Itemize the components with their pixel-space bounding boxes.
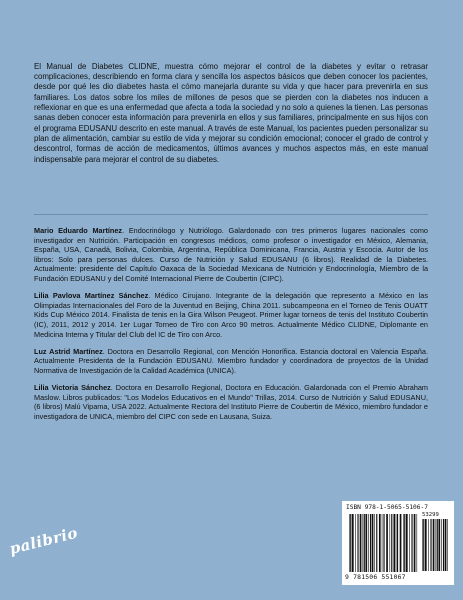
barcode-bar bbox=[391, 514, 392, 572]
barcode-bar bbox=[357, 514, 358, 572]
barcode-bar bbox=[370, 514, 371, 572]
barcode-bar bbox=[396, 514, 397, 572]
author-bio bbox=[34, 347, 428, 376]
barcode-bar bbox=[390, 514, 391, 572]
barcode-bar bbox=[441, 519, 442, 571]
barcode-bar bbox=[422, 519, 423, 571]
author-bio bbox=[34, 291, 428, 339]
barcode-bar bbox=[438, 519, 440, 571]
barcode-bar bbox=[355, 514, 356, 572]
author-name: Lilia Victoria Sánchez bbox=[34, 383, 111, 393]
barcode-bar bbox=[411, 514, 412, 572]
barcode-bar bbox=[428, 519, 429, 571]
barcode-bar bbox=[403, 514, 404, 572]
barcode-bar bbox=[425, 519, 427, 571]
barcode-bar bbox=[414, 514, 416, 572]
author-bio bbox=[34, 226, 428, 284]
barcode-bar bbox=[443, 519, 444, 571]
barcode-bar bbox=[447, 519, 448, 571]
barcode-bars bbox=[349, 514, 419, 572]
barcode-bar bbox=[423, 519, 424, 571]
barcode-bar bbox=[365, 514, 367, 572]
barcode-bar bbox=[406, 514, 408, 572]
isbn-ean-digits: 9 781506 551067 bbox=[345, 573, 406, 581]
book-description: El Manual de Diabetes CLIDNE, muestra cómo mejorar el control de la diabetes y evitar o retrasar complicaciones, describiendo en forma clara y sencilla los aspectos básicos que deben conocer los pacientes, desde por qué les dio diabetes hasta el cómo manejarla durante su vida y que hacer para prevenirla en sus familiares. Los datos sobre los miles de millones de pesos que se pierden con la diabetes nos inducen a reflexionar en que es una enfermedad que afecta a toda la sociedad y no solo a quienes la tienen. Las personas sanas deben conocer esta información para prevenirla en ellos y sus familiares, principalmente en sus hijos con el programa EDUSANU descrito en este manual. A través de este Manual, los pacientes pueden personalizar su plan de alimentación, cambiar su estilo de vida y mejorar su condición emocional; conocer el grado de control y descontrol, formas de acción de medicamentos, últimos avances y muchos aspectos más, en este manual indispensable para mejorar el control de su diabetes. bbox=[34, 61, 428, 164]
barcode-bar bbox=[352, 514, 354, 572]
barcode-bar bbox=[383, 514, 384, 572]
barcode-bar bbox=[417, 514, 418, 572]
author-name: Lilia Pavlova Martínez Sánchez bbox=[34, 291, 149, 301]
isbn-addon: 53299 bbox=[422, 512, 439, 518]
barcode-bar bbox=[430, 519, 431, 571]
author-bio bbox=[34, 383, 428, 421]
author-bios bbox=[34, 226, 428, 429]
barcode-bar bbox=[397, 514, 398, 572]
barcode-bar bbox=[350, 514, 351, 572]
publisher-logo: palibrio bbox=[7, 523, 80, 558]
barcode-addon-bars bbox=[422, 519, 450, 571]
author-name: Luz Astrid Martínez bbox=[34, 346, 103, 356]
barcode-bar bbox=[364, 514, 365, 572]
barcode-box bbox=[342, 501, 454, 585]
barcode-bar bbox=[445, 519, 447, 571]
barcode-bar bbox=[437, 519, 438, 571]
barcode-bar bbox=[382, 514, 383, 572]
barcode-bar bbox=[360, 514, 362, 572]
author-bio-text: . Doctora en Desarrollo Regional, con Mención Honorífica. Estancia doctoral en Valencia España. Actualmente Presidenta de la Fundación EDUSANU. Miembro fundador y coordinadora de proyectos de la Unidad Normativa de Investigación de la Calidad Académica (UNICA). bbox=[34, 346, 428, 375]
barcode-bar bbox=[368, 514, 369, 572]
barcode-bar bbox=[409, 514, 410, 572]
barcode-bar bbox=[433, 519, 435, 571]
barcode-bar bbox=[404, 514, 405, 572]
barcode-bar bbox=[393, 514, 395, 572]
barcode-bar bbox=[349, 514, 350, 572]
author-bio-text: . Endocrinólogo y Nutriólogo. Galardonado con tres primeros lugares nacionales como investigador en Nutrición. Participación en congresos médicos, como profesor o investigador en México, Alemania, España, USA, Canadá, Bolivia, Colombia, Argentina, República Dominicana, Francia, Austria y Escocia. Autor de los libros: Solo para personas dulces. Curso de Nutrición y Salud EDUSANU (6 libros). Realidad de la Diabetes. Actualmente: presidente del Capítulo Oaxaca de la Sociedad Mexicana de Nutrición y Endocrinología, Miembro de la Fundación EDUSANU y del Comité Internacional Pierre de Coubertin (CIPC). bbox=[34, 226, 428, 283]
barcode-bar bbox=[374, 514, 375, 572]
barcode-bar bbox=[379, 514, 381, 572]
barcode-bar bbox=[386, 514, 388, 572]
barcode-bar bbox=[400, 514, 402, 572]
barcode-bar bbox=[372, 514, 374, 572]
barcode-bar bbox=[363, 514, 364, 572]
barcode-bar bbox=[376, 514, 377, 572]
author-bio-text: . Médico Cirujano. Integrante de la delegación que represento a México en las Olimpiadas Internacionales del Foro de la Juventud en Beijing, China 2011. subcampeona en el Torneo de Tenis OUATT Kids Cup México 2014. Finalista de tenis en la Gira Wilson Peugeot. Primer lugar torneos de tenis del Instituto Coubertin (IC), 2011, 2012 y 2014. 1er Lugar Torneo de Tiro con Arco 90 metros. Actualmente Médico CLIDNE, Diplomante en Medicina Interna y Titular del Club del IC de Tiro con Arco. bbox=[34, 291, 428, 339]
author-bio-text: . Doctora en Desarrollo Regional, Doctora en Educación. Galardonada con el Premio Abraham Maslow. Libros publicados: "Los Modelos Educativos en el Mundo" Trillas, 2014. Curso de Nutrición y Salud EDUSANU, (6 libros) Malú Vipama, USA 2022. Actualmente Rectora del Instituto Pierre de Coubertin de México, miembro fundador e investigadora de UNICA, miembro del CIPC con sede en Lausana, Suiza. bbox=[34, 383, 429, 421]
barcode-bar bbox=[436, 519, 437, 571]
section-divider bbox=[34, 214, 428, 215]
isbn-label: ISBN 978-1-5065-5106-7 bbox=[346, 504, 428, 511]
author-name: Mario Eduardo Martínez bbox=[34, 226, 123, 235]
